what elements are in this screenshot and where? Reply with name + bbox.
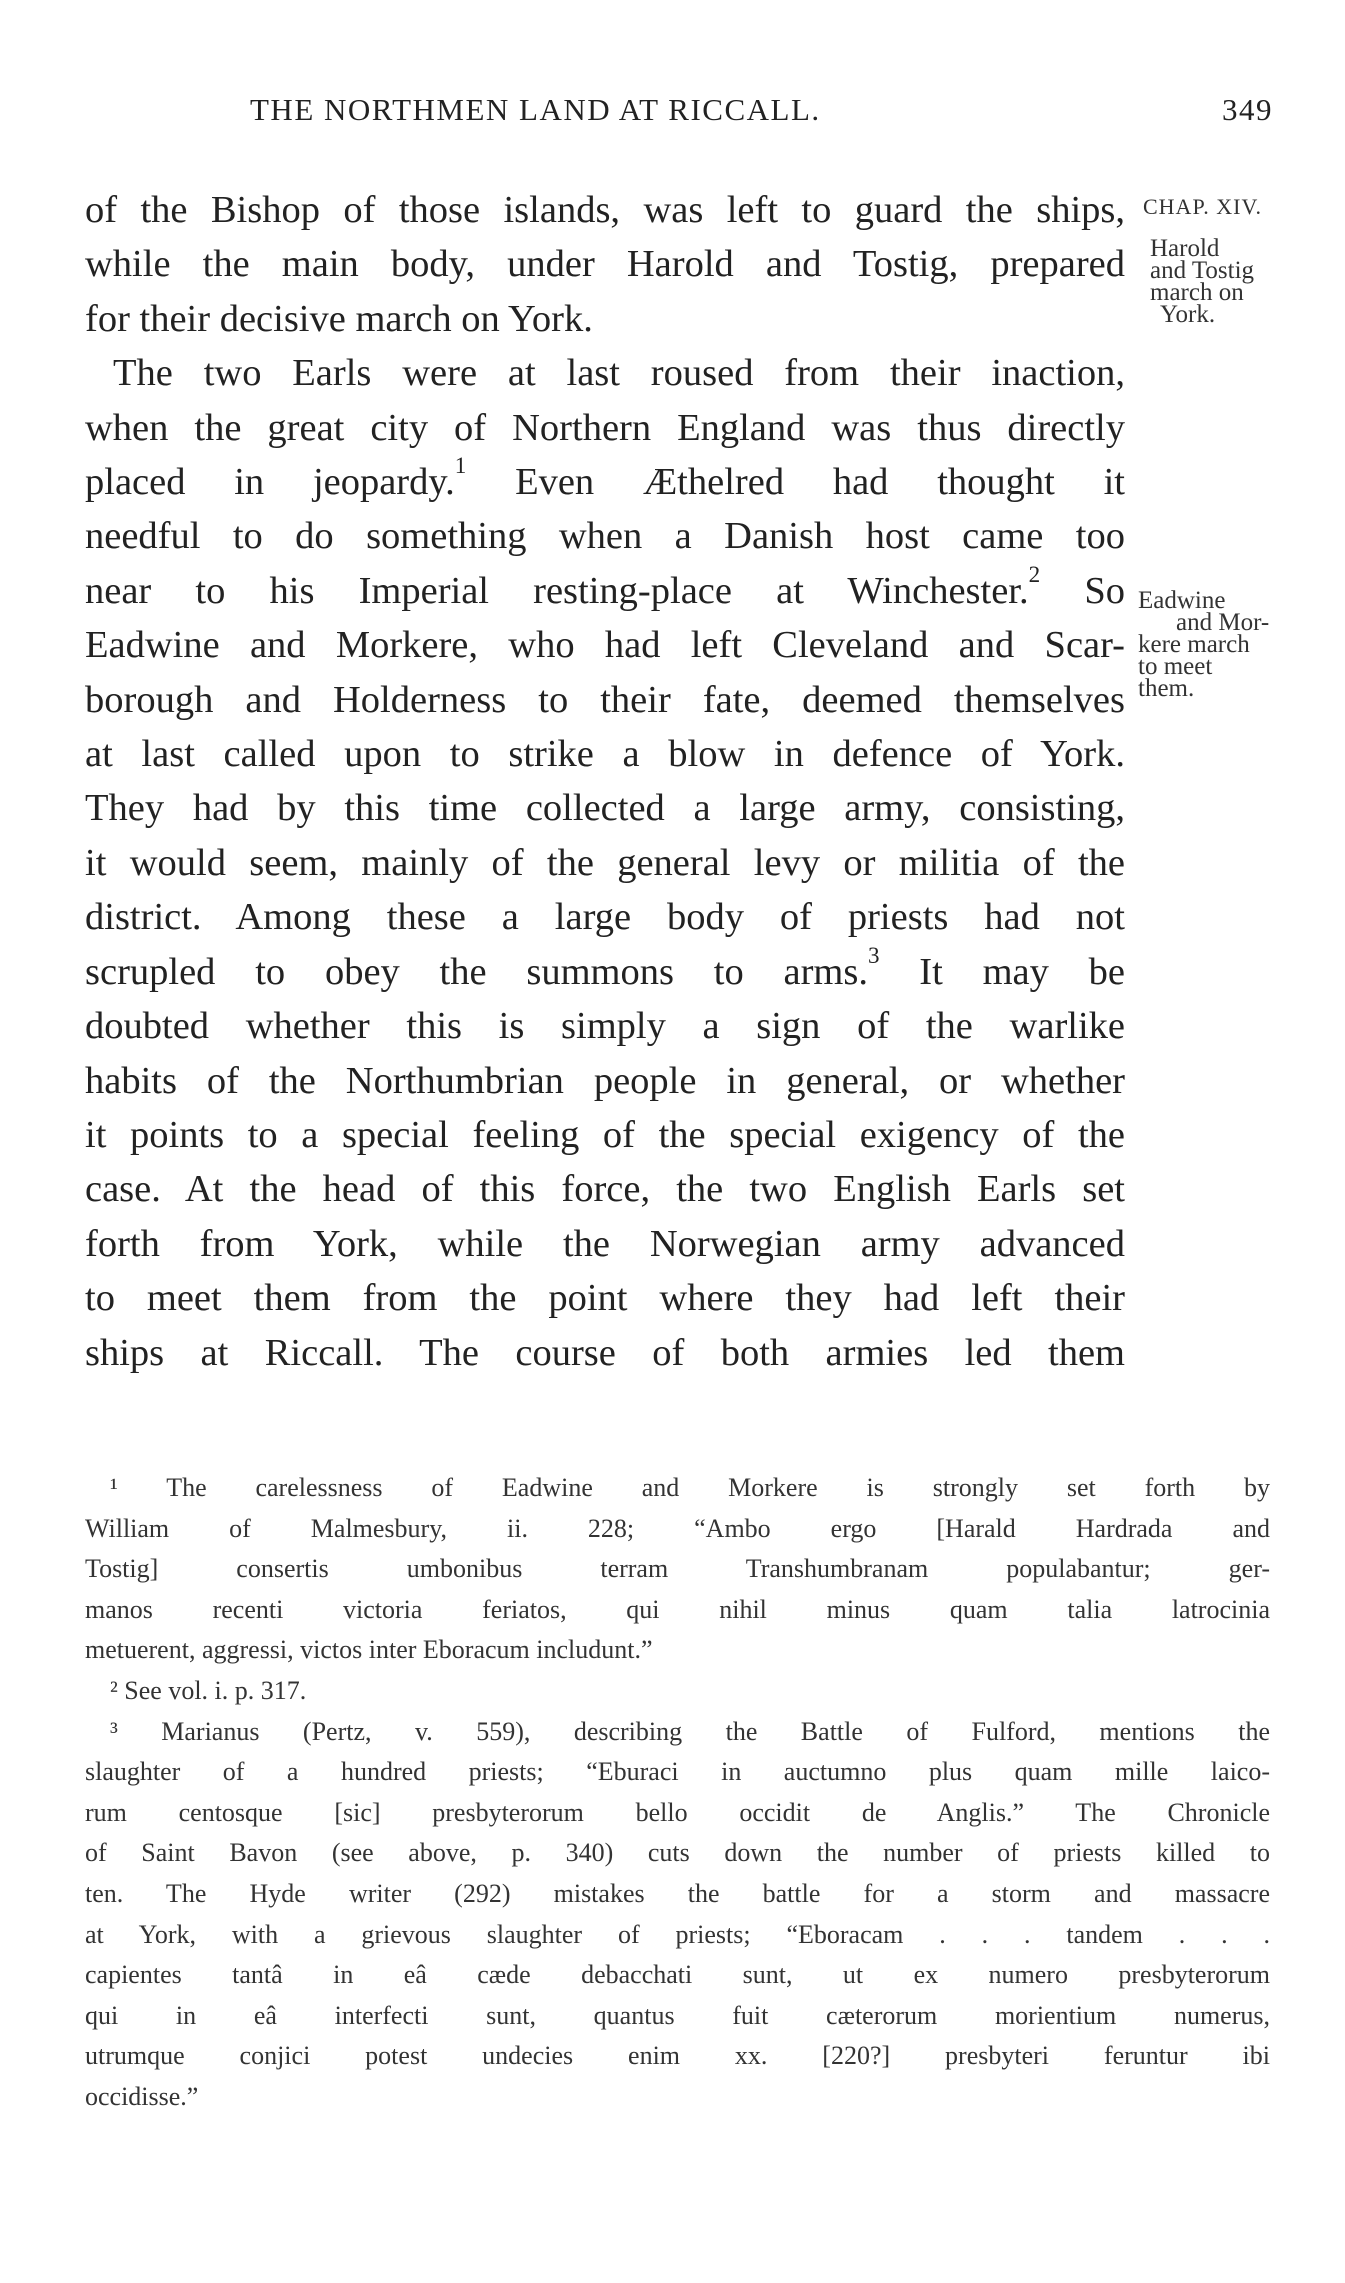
footnote-ref: 2 — [1028, 561, 1041, 588]
text-line: of the Bishop of those islands, was left to guard the ships, — [85, 189, 1125, 231]
footnote-line: utrumque conjici potest undecies enim xx. [220?] presbyteri feruntur ibi — [85, 2041, 1270, 2071]
footnote-line: ² See vol. i. p. 317. — [110, 1675, 307, 1705]
footnote-line: Tostig] consertis umbonibus terram Transhumbranam populabantur; ger- — [85, 1554, 1270, 1584]
text-line: district. Among these a large body of priests had not — [85, 896, 1125, 939]
text-line: habits of the Northumbrian people in general, or whether — [85, 1059, 1125, 1102]
text-line: case. At the head of this force, the two English Earls set — [85, 1168, 1125, 1211]
text-line: ships at Riccall. The course of both armies led them — [85, 1331, 1125, 1374]
text-line: when the great city of Northern England was thus directly — [85, 406, 1125, 449]
text-line: while the main body, under Harold and Tostig, prepared — [85, 243, 1125, 286]
footnote-line: occidisse.” — [85, 2081, 199, 2111]
footnote-line: rum centosque [sic] presbyterorum bello occidit de Anglis.” The Chronicle — [85, 1797, 1270, 1827]
text-line: The two Earls were at last roused from their inaction, — [113, 352, 1125, 395]
text-line: scrupled to obey the summons to arms.$^3$ It may be — [85, 941, 1126, 993]
text-line: to meet them from the point where they had left their — [85, 1277, 1125, 1320]
footnote-line: qui in eâ interfecti sunt, quantus fuit cæterorum morientium numerus, — [85, 2000, 1270, 2030]
chapter-label: CHAP. XIV. — [1143, 194, 1263, 219]
text-line: borough and Holderness to their fate, deemed themselves — [85, 678, 1125, 721]
running-title: THE NORTHMEN LAND AT RICCALL. — [250, 92, 821, 127]
running-header — [250, 92, 1273, 128]
footnote-line: ten. The Hyde writer (292) mistakes the battle for a storm and massacre — [85, 1878, 1270, 1908]
text-line: near to his Imperial resting-place at Winchester.$^2$ So — [85, 561, 1125, 612]
footnote-line: ³ Marianus (Pertz, v. 559), describing the Battle of Fulford, mentions the — [110, 1716, 1270, 1746]
text-line: They had by this time collected a large army, consisting, — [85, 787, 1125, 830]
text-line: for their decisive march on York. — [85, 297, 593, 340]
text-line: it points to a special feeling of the special exigency of the — [85, 1113, 1125, 1156]
text-line: Eadwine and Morkere, who had left Cleveland and Scar- — [85, 624, 1125, 667]
text-line: needful to do something when a Danish host came too — [85, 515, 1125, 558]
text-line: doubted whether this is simply a sign of the warlike — [85, 1005, 1125, 1048]
footnote-line: ¹ The carelessness of Eadwine and Morkere is strongly set forth by — [110, 1473, 1270, 1502]
footnote-ref: 1 — [454, 452, 467, 479]
footnote-line: slaughter of a hundred priests; “Eburaci in auctumno plus quam mille laico- — [85, 1757, 1270, 1787]
footnote-line: William of Malmesbury, ii. 228; “Ambo ergo [Harald Hardrada and — [85, 1513, 1270, 1543]
footnote-line: at York, with a grievous slaughter of priests; “Eboracam . . . tandem . . . — [85, 1919, 1270, 1949]
page-number: 349 — [1222, 92, 1273, 127]
footnote-line: of Saint Bavon (see above, p. 340) cuts down the number of priests killed to — [85, 1838, 1270, 1868]
text-line: forth from York, while the Norwegian army advanced — [85, 1222, 1125, 1265]
margin-note-harold: Harold and Tostig march on York. — [1150, 235, 1255, 328]
text-line: placed in jeopardy.$^1$ Even Æthelred had thought it — [85, 452, 1125, 504]
footnote-line: capientes tantâ in eâ cæde debacchati sunt, ut ex numero presbyterorum — [85, 1960, 1270, 1990]
footnote-ref: 3 — [867, 941, 880, 968]
footnotes — [85, 1468, 1270, 2118]
footnote-line: metuerent, aggressi, victos inter Eboracum includunt.” — [85, 1635, 653, 1665]
footnote-line: manos recenti victoria feriatos, qui nihil minus quam talia latrocinia — [85, 1594, 1270, 1624]
text-line: at last called upon to strike a blow in defence of York. — [85, 733, 1125, 776]
margin-note-eadwine: Eadwine and Mor- kere march to meet them. — [1138, 587, 1270, 702]
main-text — [85, 183, 1125, 1380]
text-line: it would seem, mainly of the general levy or militia of the — [85, 841, 1125, 884]
